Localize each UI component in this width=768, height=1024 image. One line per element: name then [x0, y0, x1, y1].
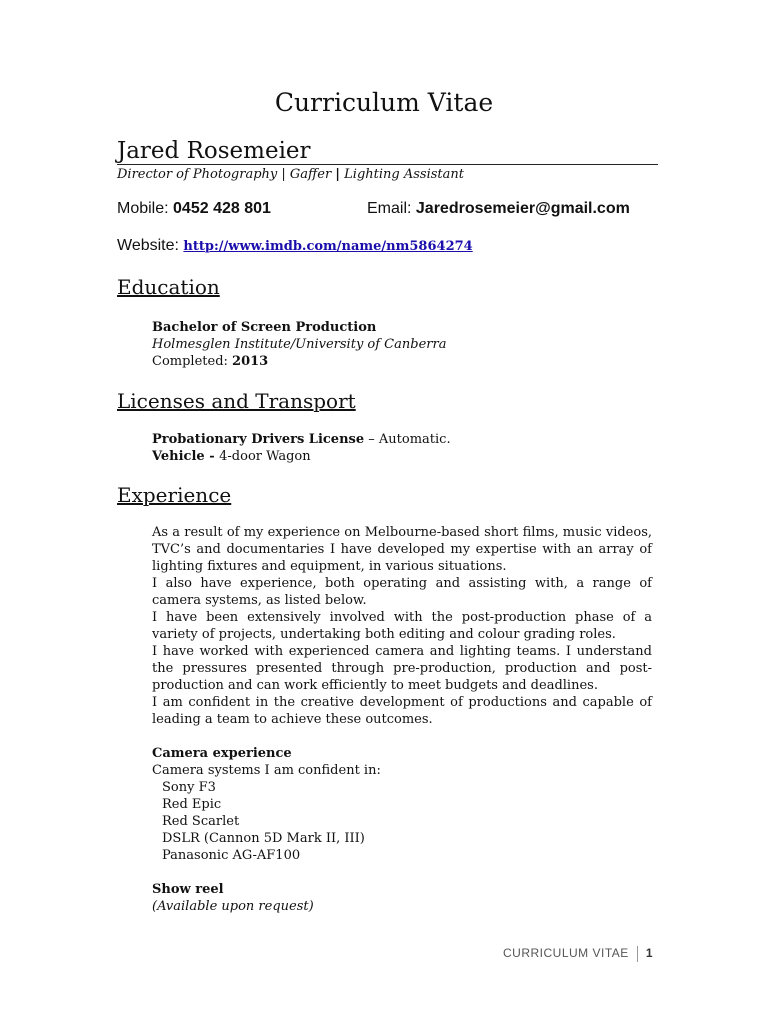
document-title: Curriculum Vitae: [274, 88, 494, 117]
imdb-link[interactable]: http://www.imdb.com/name/nm5864274: [183, 239, 473, 254]
experience-paragraph: I have been extensively involved with the post-production phase of a variety of projects, undertaking both editing and colour grading roles.: [152, 610, 652, 642]
candidate-roles: Director of Photography | Gaffer | Lighting Assistant: [117, 167, 464, 182]
experience-section: [152, 524, 652, 915]
camera-intro: Camera systems I am confident in:: [152, 763, 381, 778]
degree: Bachelor of Screen Production: [152, 320, 377, 335]
education-section: [152, 319, 652, 370]
footer-divider: [637, 946, 638, 962]
showreel-note: (Available upon request): [152, 899, 314, 914]
vehicle-line: Vehicle - 4-door Wagon: [152, 449, 311, 464]
camera-item: Red Epic: [162, 797, 222, 812]
page-footer: [503, 946, 653, 962]
name-divider: [117, 164, 658, 165]
license-line: Probationary Drivers License – Automatic.: [152, 432, 451, 447]
experience-heading: Experience: [117, 483, 232, 507]
institution: Holmesglen Institute/University of Canberra: [152, 337, 447, 352]
education-heading: Education: [117, 275, 220, 299]
experience-paragraph: I am confident in the creative development of productions and capable of leading a team to achieve these outcomes.: [152, 695, 652, 727]
email-line: Email: Jaredrosemeier@gmail.com: [367, 200, 630, 217]
experience-paragraph: I have worked with experienced camera and lighting teams. I understand the pressures presented through pre-production, production and post-production and can work efficiently to meet budgets and deadlines.: [152, 644, 652, 693]
website-line: Website: http://www.imdb.com/name/nm5864274: [117, 237, 473, 254]
camera-item: Red Scarlet: [162, 814, 240, 829]
page-number: 1: [645, 946, 653, 961]
licenses-heading: Licenses and Transport: [117, 389, 356, 413]
experience-paragraph: As a result of my experience on Melbourne-based short films, music videos, TVC’s and documentaries I have developed my expertise with an array of lighting fixtures and equipment, in various situations.: [152, 525, 652, 574]
footer-label: CURRICULUM VITAE: [503, 946, 629, 961]
experience-paragraph: I also have experience, both operating and assisting with, a range of camera systems, as listed below.: [152, 576, 652, 608]
camera-item: DSLR (Cannon 5D Mark II, III): [162, 831, 365, 846]
camera-item: Panasonic AG-AF100: [162, 848, 301, 863]
mobile-line: Mobile: 0452 428 801: [117, 200, 271, 217]
showreel-heading: Show reel: [152, 882, 224, 897]
camera-item: Sony F3: [162, 780, 216, 795]
licenses-section: [152, 431, 652, 465]
candidate-name: Jared Rosemeier: [117, 138, 311, 164]
camera-heading: Camera experience: [152, 746, 292, 761]
completed-line: Completed: 2013: [152, 354, 269, 369]
